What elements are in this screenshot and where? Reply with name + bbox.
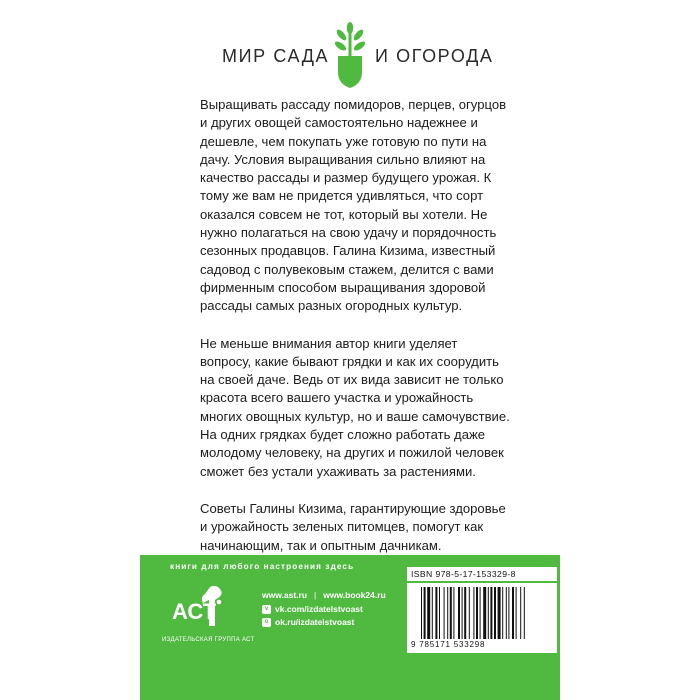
barcode [407,583,557,653]
ast-logo-text: АСТ [172,599,217,624]
website-row [262,589,386,603]
ok-link[interactable]: ok.ru/izdatelstvoast [275,617,355,627]
barcode-number: 9 785171 533298 [411,640,486,649]
paragraph: Советы Галины Кизима, гарантирующие здоровье и урожайность зеленых питомцев, помогут как начинающим, так и опытным дачникам. [200,500,506,553]
publisher-links [262,589,386,630]
barcode-bars [421,587,543,639]
vk-icon: v [262,605,271,614]
ast-logo [170,585,226,629]
ok-icon: o [262,618,271,627]
website-link-ast[interactable]: www.ast.ru [262,590,308,600]
vk-link[interactable]: vk.com/izdatelstvoast [275,603,363,614]
series-title-left: МИР САДА [222,46,330,66]
vk-row [262,603,386,617]
paragraph: Выращивать рассаду помидоров, перцев, огурцов и других овощей самостоятельно надежнее и дешевле, чем покупать уже готовую по пути на дачу. Условия выращивания сильно влияют на качество рассады и размер будущего урожая. К тому же вам не придется удивляться, что сорт оказался совсем не тот, который вы хотели. Не нужно полагаться на свою удачу и порядочность сезонных продавцов. Галина Кизима, известный садовод с полувековым стажем, делится с вами фирменным способом выращивания здоровой рассады самых разных огородных культур. [200,97,507,314]
ok-row [262,616,386,630]
tagline: книги для любого настроения здесь [170,562,355,571]
separator: | [314,590,317,600]
publisher-name: ИЗДАТЕЛЬСКАЯ ГРУППА АСТ [162,637,255,643]
series-header [0,22,700,92]
series-title-right: И ОГОРОДА [375,46,494,66]
annotation-text [200,96,510,574]
paragraph: Не меньше внимания автор книги уделяет вопросу, какие бывают грядки и как их соорудить на своей даче. Ведь от их вида зависит не только красота всего вашего участка и урожайность многих овощных культур, но и ваше самочувствие. На одних грядках будет сложно работать даже молодому человеку, на других и пожилой человек сможет без устали ухаживать за растениями. [200,335,510,479]
website-link-book24[interactable]: www.book24.ru [323,590,386,600]
sprout-spade-icon [330,22,370,88]
isbn-label: ISBN 978-5-17-153329-8 [407,567,557,581]
